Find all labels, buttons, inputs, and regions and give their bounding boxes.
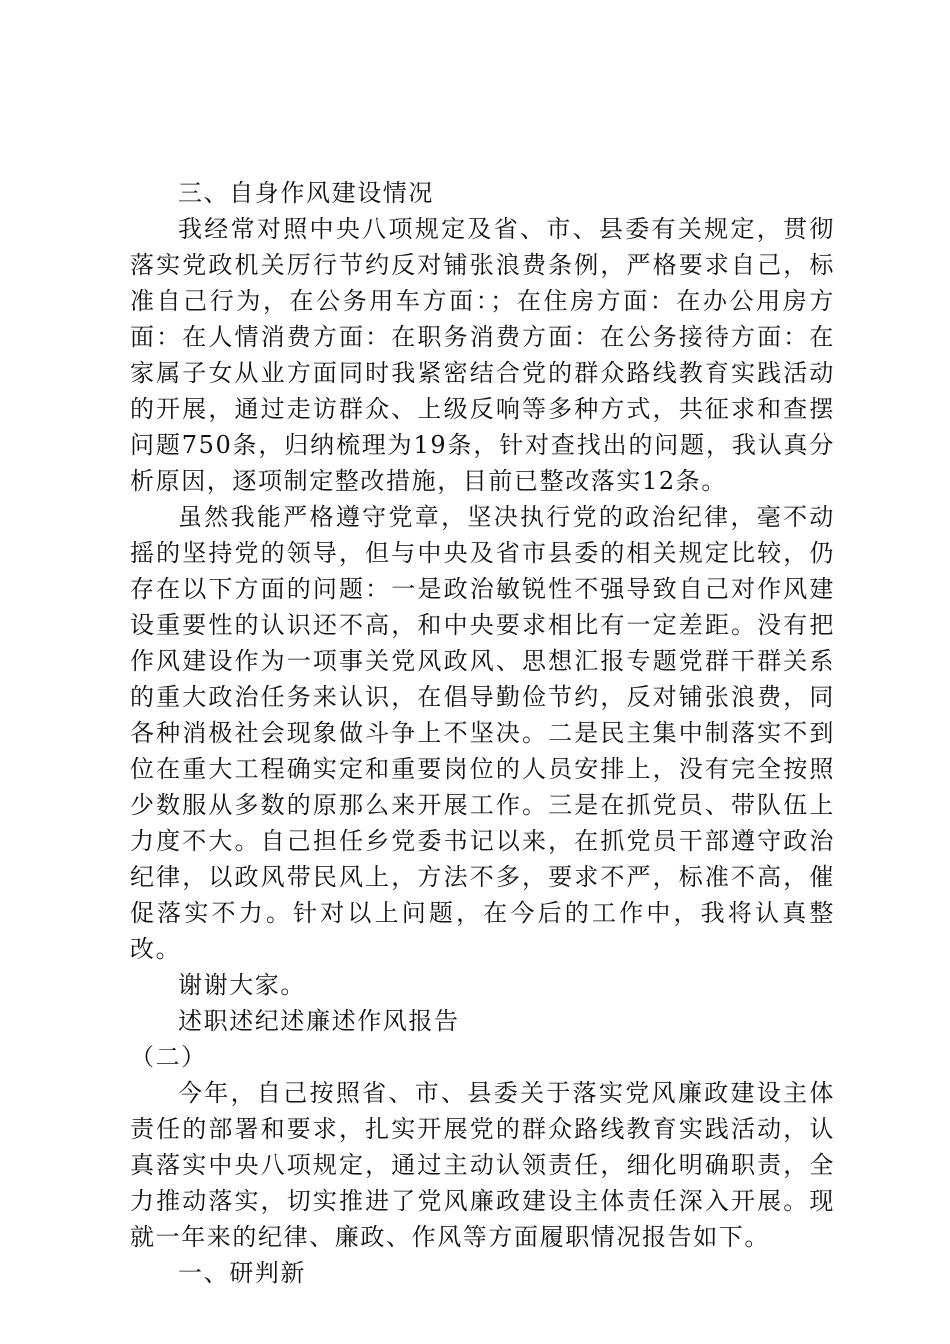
part-number: （二）	[130, 1043, 207, 1071]
thanks-line: 谢谢大家。	[178, 971, 306, 999]
paragraph-problems: 虽然我能严格遵守党章，坚决执行党的政治纪律，毫不动摇的坚持党的领导，但与中央及省市县委的相关规定比较，仍存在以下方面的问题：一是政治敏锐性不强导致自己对作风建设重要性的认识还不高，和中央要求相比有一定差距。没有把作风建设作为一项事关党风政风、思想汇报专题党群干群关系的重大政治任务来认识，在倡导勤俭节约，反对铺张浪费，同各种消极社会现象做斗争上不坚决。二是民主集中制落实不到位在重大工程确实定和重要岗位的人员安排上，没有完全按照少数服从多数的原那么来开展工作。三是在抓党员、带队伍上力度不大。自己担任乡党委书记以来，在抓党员干部遵守政治纪律，以政风带民风上，方法不多，要求不严，标准不高，催促落实不力。针对以上问题，在今后的工作中，我将认真整改。	[130, 503, 835, 963]
section-heading: 三、自身作风建设情况	[178, 179, 434, 207]
document-body	[130, 175, 835, 1291]
paragraph-intro: 今年，自己按照省、市、县委关于落实党风廉政建设主体责任的部署和要求，扎实开展党的群众路线教育实践活动，认真落实中央八项规定，通过主动认领责任，细化明确职责，全力推动落实，切实推进了党风廉政建设主体责任深入开展。现就一年来的纪律、廉政、作风等方面履职情况报告如下。	[130, 1079, 835, 1251]
paragraph-self-conduct: 我经常对照中央八项规定及省、市、县委有关规定，贯彻落实党政机关厉行节约反对铺张浪费条例，严格要求自己，标准自己行为，在公务用车方面：；在住房方面：在办公用房方面：在人情消费方面：在职务消费方面：在公务接待方面：在家属子女从业方面同时我紧密结合党的群众路线教育实践活动的开展，通过走访群众、上级反响等多种方式，共征求和查摆问题750条，归纳梳理为19条，针对查找出的问题，我认真分析原因，逐项制定整改措施，目前已整改落实12条。	[130, 215, 835, 495]
report-title: 述职述纪述廉述作风报告	[178, 1007, 460, 1035]
subsection-heading: 一、研判新	[178, 1259, 306, 1287]
